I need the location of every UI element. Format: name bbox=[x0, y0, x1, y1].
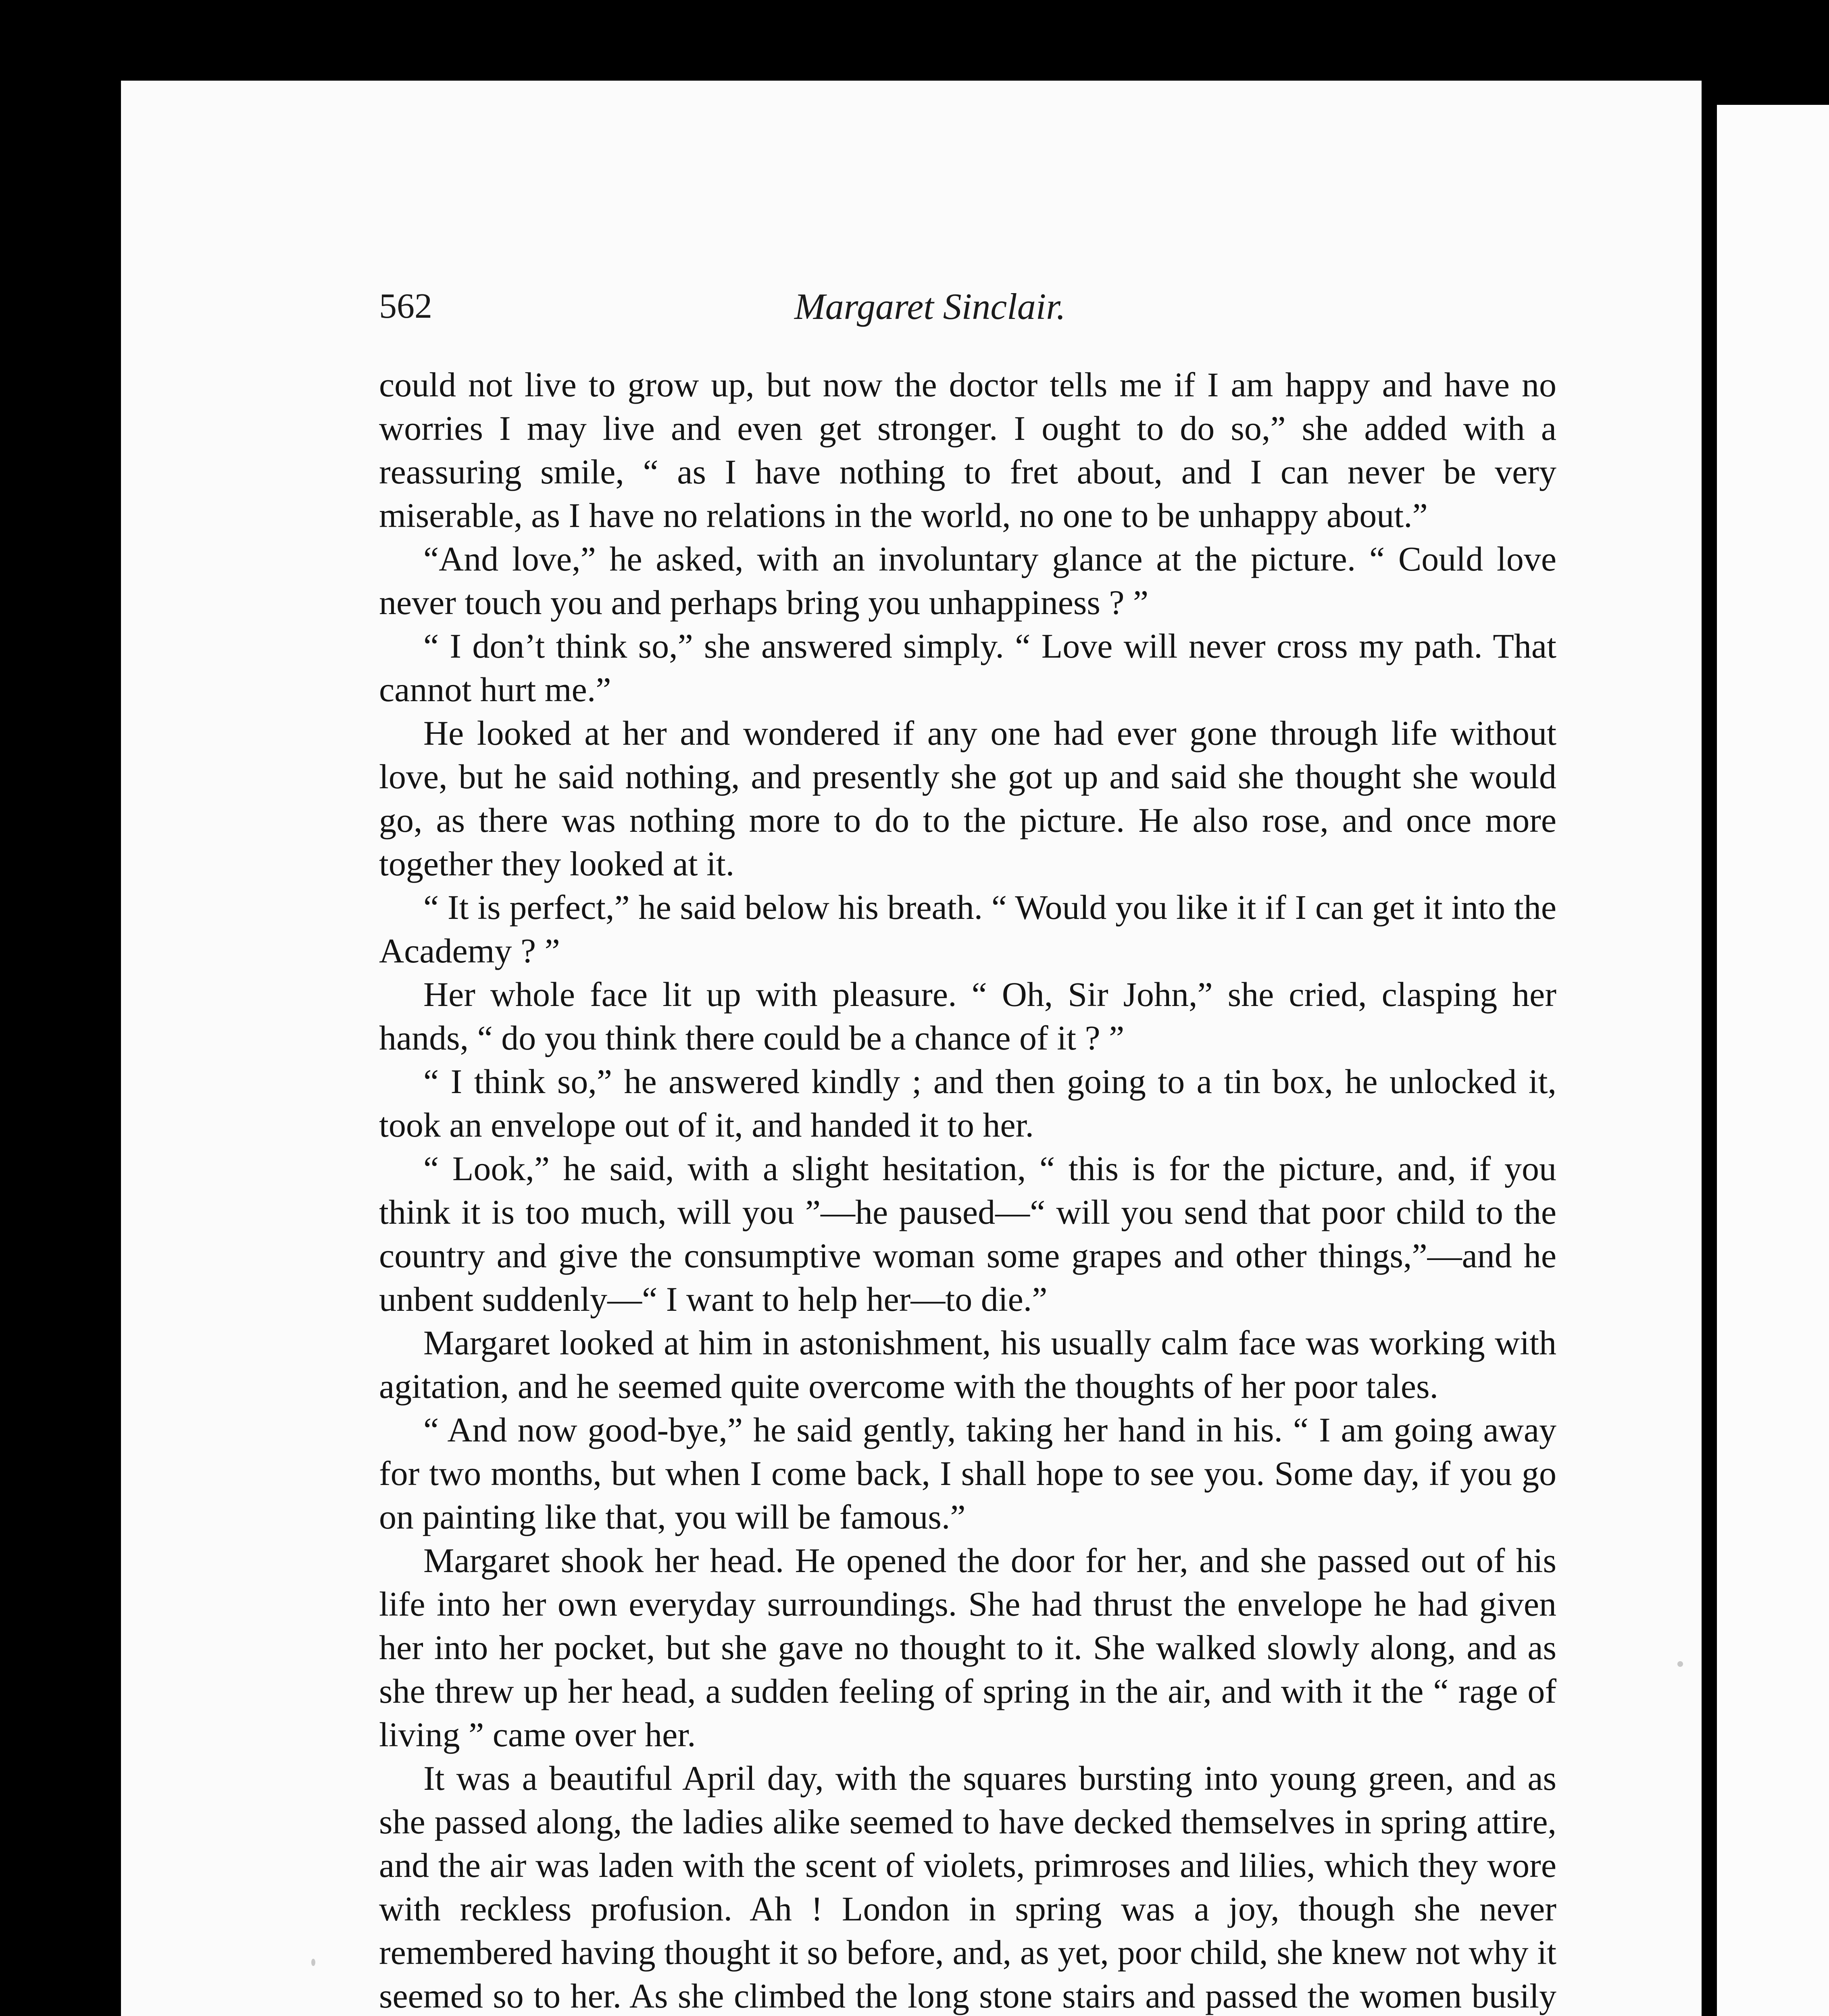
running-head bbox=[379, 282, 1153, 331]
page-number: 562 bbox=[379, 287, 432, 326]
paragraph: Margaret shook her head. He opened the door for her, and she passed out of his life into her own everyday surroundings. She had thrust the envelope he had given her into her pocket, but she gave no thought to it. She walked slowly along, and as she threw up her head, a sudden feeling of spring in the air, and with it the “ rage of living ” came over her. bbox=[379, 1541, 1556, 1754]
paragraph: “ I don’t think so,” she answered simply. “ Love will never cross my path. That cannot hurt me.” bbox=[379, 627, 1556, 709]
paragraph: “ And now good-bye,” he said gently, taking her hand in his. “ I am going away for two months, but when I come back, I shall hope to see you. Some day, if you go on painting like that, you will be famous.” bbox=[379, 1410, 1556, 1536]
paragraph: “And love,” he asked, with an involuntary glance at the picture. “ Could love never touch you and perhaps bring you unhappiness ? ” bbox=[379, 539, 1556, 622]
paper-speck bbox=[311, 1959, 315, 1966]
paragraph: could not live to grow up, but now the doctor tells me if I am happy and have no worries I may live and even get stronger. I ought to do so,” she added with a reassuring smile, “ as I have nothing to fret about, and I can never be very miserable, as I have no relations in the world, no one to be unhappy about.” bbox=[379, 365, 1556, 535]
page-gutter-edge bbox=[1702, 117, 1717, 2016]
body-text bbox=[379, 363, 1556, 2016]
paragraph: “ I think so,” he answered kindly ; and then going to a tin box, he unlocked it, took an envelope out of it, and handed it to her. bbox=[379, 1062, 1556, 1144]
paragraph: Margaret looked at him in astonishment, his usually calm face was working with agitation, and he seemed quite overcome with the thoughts of her poor tales. bbox=[379, 1323, 1556, 1406]
paragraph: “ It is perfect,” he said below his breath. “ Would you like it if I can get it into the Academy ? ” bbox=[379, 888, 1556, 970]
paragraph: He looked at her and wondered if any one had ever gone through life without love, but he said nothing, and presently she got up and said she thought she would go, as there was nothing more to do to the picture. He also rose, and once more together they looked at it. bbox=[379, 714, 1556, 883]
paragraph: Her whole face lit up with pleasure. “ Oh, Sir John,” she cried, clasping her hands, “ do you think there could be a chance of it ? ” bbox=[379, 975, 1556, 1057]
paragraph: It was a beautiful April day, with the squares bursting into young green, and as she passed along, the ladies alike seemed to have decked themselves in spring attire, and the air was laden with the scent of violets, primroses and lilies, which they wore with reckless profusion. Ah ! London in spring was a joy, though she never remembered having thought it so before, and, as yet, poor child, she knew not why it seemed so to her. As she climbed the long stone stairs and passed the women busily bbox=[379, 1759, 1556, 2015]
paragraph: “ Look,” he said, with a slight hesitation, “ this is for the picture, and, if you think it is too much, will you ”—he paused—“ will you send that poor child to the country and give the consumptive woman some grapes and other things,”—and he unbent suddenly—“ I want to help her—to die.” bbox=[379, 1149, 1556, 1318]
facing-page-edge bbox=[1717, 105, 1829, 2016]
page-title: Margaret Sinclair. bbox=[794, 286, 1066, 327]
paper-speck bbox=[1677, 1661, 1683, 1667]
